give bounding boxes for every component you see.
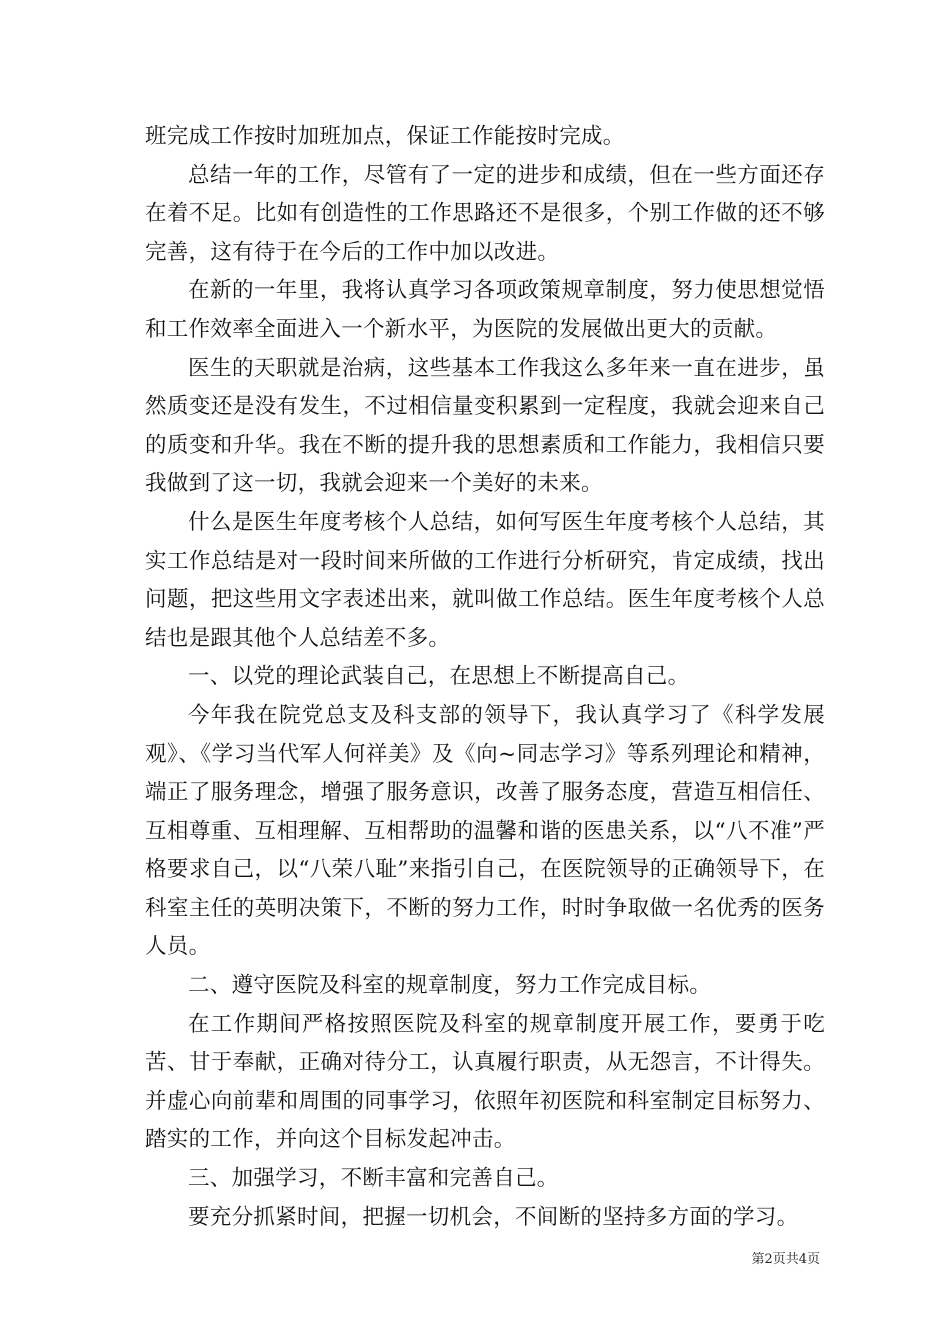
paragraph-summary: 总结一年的工作，尽管有了一定的进步和成绩，但在一些方面还存在着不足。比如有创造性的工作思路还不是很多，个别工作做的还不够完善，这有待于在今后的工作中加以改进。 xyxy=(145,162,825,265)
section-heading-1: 一、以党的理论武装自己，在思想上不断提高自己。 xyxy=(188,664,690,690)
section-heading-3: 三、加强学习，不断丰富和完善自己。 xyxy=(188,1166,559,1192)
paragraph-new-year: 在新的一年里，我将认真学习各项政策规章制度，努力使思想觉悟和工作效率全面进入一个新水平，为医院的发展做出更大的贡献。 xyxy=(145,278,825,342)
paragraph-rules: 在工作期间严格按照医院及科室的规章制度开展工作，要勇于吃苦、甘于奉献，正确对待分工，认真履行职责，从无怨言，不计得失。并虚心向前辈和周围的同事学习，依照年初医院和科室制定目标努力、踏实的工作，并向这个目标发起冲击。 xyxy=(145,1011,825,1153)
document-body xyxy=(145,118,825,1237)
paragraph-study-theory: 今年我在院党总支及科支部的领导下，我认真学习了《科学发展观》、《学习当代军人何祥美》及《向~同志学习》等系列理论和精神，端正了服务理念，增强了服务意识，改善了服务态度，营造互相信任、互相尊重、互相理解、互相帮助的温馨和谐的医患关系，以“八不准”严格要求自己，以“八荣八耻”来指引自己，在医院领导的正确领导下，在科室主任的英明决策下，不断的努力工作，时时争取做一名优秀的医务人员。 xyxy=(145,702,825,960)
paragraph-continuation: 班完成工作按时加班加点，保证工作能按时完成。 xyxy=(145,124,625,149)
paragraph-what-is-summary: 什么是医生年度考核个人总结，如何写医生年度考核个人总结，其实工作总结是对一段时间来所做的工作进行分析研究，肯定成绩，找出问题，把这些用文字表述出来，就叫做工作总结。医生年度考核个人总结也是跟其他个人总结差不多。 xyxy=(145,509,825,651)
paragraph-learning: 要充分抓紧时间，把握一切机会，不间断的坚持多方面的学习。 xyxy=(188,1204,799,1230)
page-number: 第2页共4页 xyxy=(751,1252,820,1267)
paragraph-doctor-duty: 医生的天职就是治病，这些基本工作我这么多年来一直在进步，虽然质变还是没有发生，不过相信量变积累到一定程度，我就会迎来自己的质变和升华。我在不断的提升我的思想素质和工作能力，我相信只要我做到了这一切，我就会迎来一个美好的未来。 xyxy=(145,355,825,497)
section-heading-2: 二、遵守医院及科室的规章制度，努力工作完成目标。 xyxy=(188,973,712,999)
